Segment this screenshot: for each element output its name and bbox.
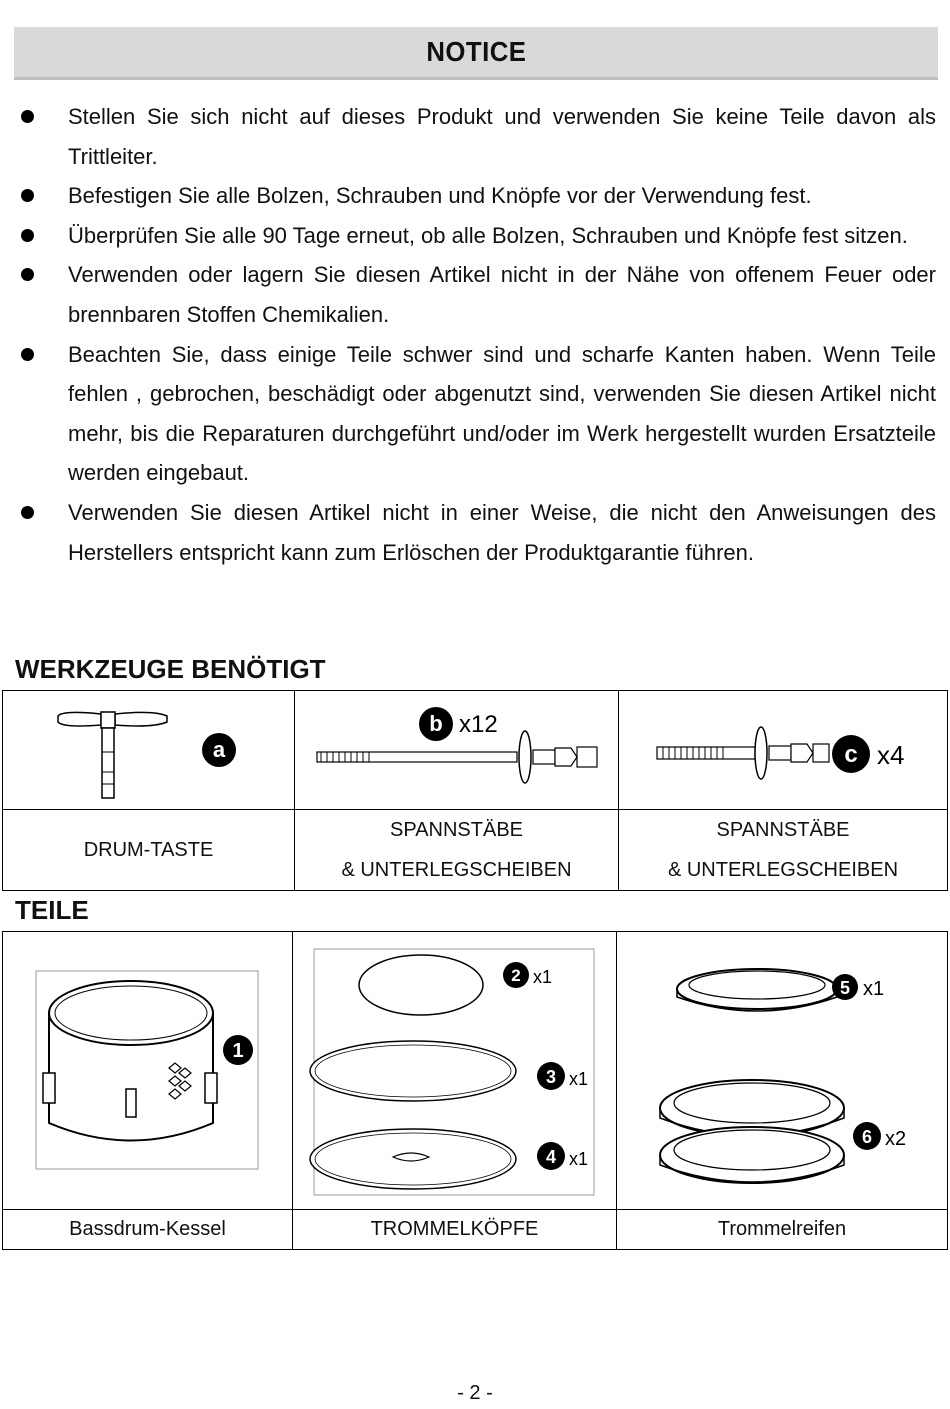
notice-item: Beachten Sie, dass einige Teile schwer sind und scharfe Kanten haben. Wenn Teile fehlen , gebrochen, beschädigt oder abgenutzt sind, verwenden Sie diesen Artikel nicht mehr, bis die Reparaturen durchgeführt und/oder im Werk hergestellt wurden Ersatzteile werden eingebaut. [16, 335, 936, 493]
tools-title: WERKZEUGE BENÖTIGT [15, 654, 326, 684]
parts-table [2, 931, 948, 1250]
tool-image-tension-rod-long [295, 691, 619, 810]
part-label-drum-heads: TROMMELKÖPFE [293, 1210, 617, 1250]
drum-heads-icon [293, 933, 615, 1209]
svg-text:3: 3 [545, 1066, 557, 1087]
bullet-icon [21, 506, 34, 519]
svg-text:2: 2 [511, 965, 521, 985]
svg-text:x1: x1 [569, 1148, 589, 1169]
page-number: - 2 - [457, 1382, 493, 1404]
notice-item: Verwenden oder lagern Sie diesen Artikel nicht in der Nähe von offenem Feuer oder brennbaren Stoffen Chemikalien. [16, 255, 936, 334]
tool-label-drum-key: DRUM-TASTE [3, 810, 295, 891]
svg-text:5: 5 [839, 977, 851, 998]
part-image-drum-heads [293, 932, 617, 1210]
bullet-icon [21, 268, 34, 281]
svg-text:x4: x4 [877, 739, 905, 770]
svg-text:x12: x12 [459, 710, 498, 738]
short-tension-rod-icon [619, 692, 946, 809]
svg-text:x1: x1 [569, 1068, 589, 1089]
bullet-icon [21, 110, 34, 123]
drum-hoops-icon [617, 933, 946, 1209]
part-image-drum-hoops [617, 932, 948, 1210]
notice-list [16, 97, 936, 572]
drum-key-icon [3, 692, 293, 809]
part-image-bass-drum-shell [3, 932, 293, 1210]
svg-text:1: 1 [232, 1039, 244, 1062]
svg-text:6: 6 [861, 1126, 873, 1147]
bullet-icon [21, 189, 34, 202]
tool-image-tension-rod-short [619, 691, 948, 810]
svg-text:x1: x1 [533, 966, 553, 987]
notice-item: Befestigen Sie alle Bolzen, Schrauben und Knöpfe vor der Verwendung fest. [16, 176, 936, 216]
tool-image-drum-key [3, 691, 295, 810]
tool-label-tension-rod-short: SPANNSTÄBE & UNTERLEGSCHEIBEN [619, 810, 948, 891]
part-label-drum-hoops: Trommelreifen [617, 1210, 948, 1250]
bullet-icon [21, 348, 34, 361]
svg-text:x1: x1 [863, 977, 885, 1000]
parts-title: TEILE [15, 895, 89, 925]
bass-drum-shell-icon [3, 933, 291, 1209]
svg-text:x2: x2 [885, 1127, 907, 1150]
svg-text:a: a [212, 736, 226, 762]
tool-label-tension-rod-long: SPANNSTÄBE & UNTERLEGSCHEIBEN [295, 810, 619, 891]
svg-text:4: 4 [545, 1146, 557, 1167]
tension-rod-icon [295, 692, 617, 809]
svg-text:c: c [844, 740, 858, 768]
part-label-bass-drum-shell: Bassdrum-Kessel [3, 1210, 293, 1250]
notice-item: Verwenden Sie diesen Artikel nicht in einer Weise, die nicht den Anweisungen des Herstellers entspricht kann zum Erlöschen der Produktgarantie führen. [16, 493, 936, 572]
bullet-icon [21, 229, 34, 242]
tools-table [2, 690, 948, 891]
notice-item: Stellen Sie sich nicht auf dieses Produkt und verwenden Sie keine Teile davon als Trittleiter. [16, 97, 936, 176]
svg-text:b: b [429, 710, 443, 736]
notice-header [14, 27, 938, 80]
notice-title: NOTICE [425, 36, 527, 67]
notice-item: Überprüfen Sie alle 90 Tage erneut, ob alle Bolzen, Schrauben und Knöpfe fest sitzen. [16, 216, 936, 256]
